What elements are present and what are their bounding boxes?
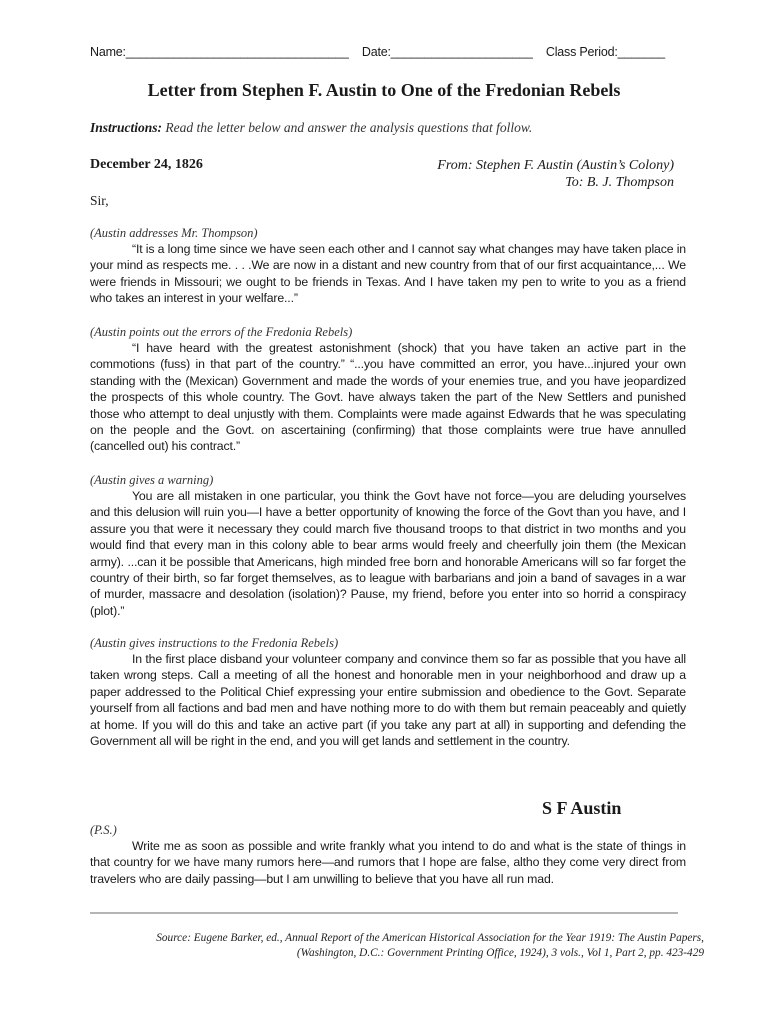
- postscript-text: Write me as soon as possible and write frankly what you intend to do and what is the state of things in that country for we have many rumors here—and rumors that I hope are false, altho they come very direct from travelers who are daily passing—but I am unwilling to believe that you have all run mad.: [90, 839, 686, 886]
- letter-date: December 24, 1826: [90, 157, 203, 172]
- letter-section: [90, 635, 686, 749]
- section-note: (Austin addresses Mr. Thompson): [90, 226, 258, 240]
- section-text: You are all mistaken in one particular, you think the Govt have not force—you are deluding yourselves and this delusion will ruin you—I have a better opportunity of knowing the force of the Govt than you have, and I assure you that were it necessary they could march five thousand troops to that district in two months and you would find that every man in this colony able to bear arms would freely and cheerfully join them (the Mexican army). ...can it be possible that Americans, high minded free born and honorable Americans will so far forget the country of their birth, so far forget themselves, as to league with barbarians and join a band of savages in a war of murder, massacre and desolation (isolation)? Pause, my friend, before you enter into so horrid a conspiracy (plot).”: [90, 489, 686, 618]
- letter-from: From: Stephen F. Austin (Austin’s Colony): [437, 158, 674, 173]
- letter-to: To: B. J. Thompson: [565, 175, 674, 190]
- instructions-label: Instructions:: [90, 120, 163, 135]
- letter-section: [90, 324, 686, 455]
- page-title: Letter from Stephen F. Austin to One of the Fredonian Rebels: [147, 80, 621, 100]
- class-period-field[interactable]: Class Period:_______: [545, 45, 665, 59]
- instructions: [90, 120, 532, 136]
- source-citation: [64, 931, 704, 961]
- source-line-2: (Washington, D.C.: Government Printing Office, 1924), 3 vols., Vol 1, Part 2, pp. 423-429: [296, 947, 704, 959]
- section-note: (Austin points out the errors of the Fredonia Rebels): [90, 325, 353, 339]
- date-field[interactable]: Date:_____________________: [361, 45, 533, 59]
- name-field[interactable]: Name:_________________________________: [90, 45, 349, 59]
- source-line-1: Source: Eugene Barker, ed., Annual Report of the American Historical Association for the Year 1919: The Austin Papers,: [156, 932, 704, 944]
- postscript: [90, 822, 686, 887]
- letter-section: [90, 225, 686, 307]
- section-note: (Austin gives instructions to the Fredonia Rebels): [90, 636, 339, 650]
- divider: [90, 912, 678, 914]
- section-text: In the first place disband your volunteer company and convince them so far as possible that you have all taken wrong steps. Call a meeting of all the honest and honorable men in your neighborhood and draw up a paper addressed to the Political Chief expressing your entire submission and obedience to the Govt. Separate yourself from all factions and bad men and have nothing more to do with them but remain peaceably and quietly at home. If you will do this and take an active part (if you take any part at all) in supporting and defending the Government all will be right in the end, and you will get lands and settlement in the country.: [90, 652, 686, 749]
- signature: S F Austin: [542, 798, 622, 818]
- section-text: “I have heard with the greatest astonishment (shock) that you have taken an active part in the commotions (fuss) in that part of the country.” “...you have committed an error, you have...injured your own standing with the (Mexican) Government and made the words of your enemies true, and you have jeopardized the prospects of this whole country. The Govt. have always taken the part of the New Settlers and punished those who attempt to deal unjustly with them. Complaints were made against Edwards that he was speculating on the people and the Govt. on ascertaining (confirming) that those complaints were true have annulled (cancelled out) his contract.”: [90, 341, 686, 454]
- section-note: (Austin gives a warning): [90, 473, 214, 487]
- postscript-note: (P.S.): [90, 823, 117, 837]
- student-info-line: [90, 45, 669, 59]
- letter-section: [90, 472, 686, 619]
- section-text: “It is a long time since we have seen each other and I cannot say what changes may have taken place in your mind as respects me. . . .We are now in a distant and new country from that of our first acquaintance,... We were friends in Missouri; we ought to be friends in Texas. And I have taken my pen to write to you as a friend who takes an interest in your welfare...”: [90, 242, 686, 306]
- salutation: Sir,: [90, 193, 109, 208]
- instructions-text: Read the letter below and answer the analysis questions that follow.: [165, 120, 533, 135]
